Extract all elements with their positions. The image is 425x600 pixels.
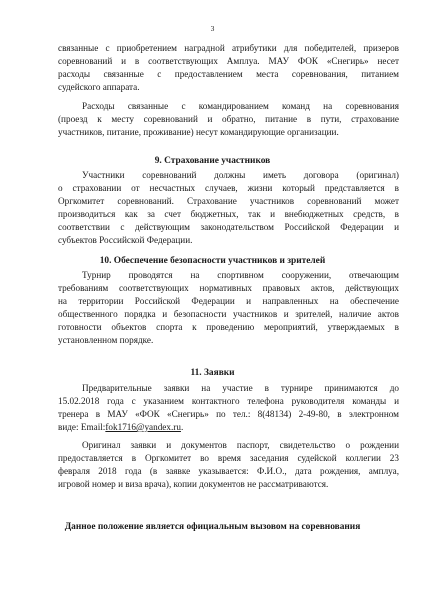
text-line: соревнований и в соответствующих Амплуа. МАУ ФОК «Снегирь» несет bbox=[58, 56, 399, 66]
text-line: Оригинал заявки и документов паспорт, свидетельство о рождении bbox=[82, 440, 399, 450]
text-line: Участники соревнований должны иметь договора (оригинал) bbox=[82, 170, 399, 180]
section-9-heading: 9. Страхование участников bbox=[154, 156, 271, 166]
email-label: виде: Email: bbox=[58, 422, 106, 432]
text-line: (проезд к месту соревнований и обратно, питание в пути, страхование bbox=[58, 114, 399, 124]
section-10-heading: 10. Обеспечение безопасности участников и зрителей bbox=[99, 256, 326, 266]
text-line: судейского аппарата. bbox=[58, 82, 140, 92]
page-number: 3 bbox=[210, 24, 215, 33]
text-line: игровой номер и виза врача), копии документов не рассматриваются. bbox=[58, 479, 329, 489]
text-line bbox=[58, 422, 183, 433]
text-line: Оргкомитет соревнований. Страхование участников соревнований может bbox=[58, 196, 399, 206]
section-11-heading: 11. Заявки bbox=[190, 368, 235, 378]
text-line: установленном порядке. bbox=[58, 335, 154, 345]
text-line: Предварительные заявки на участие в турнире принимаются до bbox=[82, 383, 399, 393]
email-link[interactable]: fok1716@yandex.ru bbox=[105, 422, 181, 432]
text-line: готовности объектов спорта к проведению мероприятий, утверждаемых в bbox=[58, 322, 399, 332]
text-line: февраля 2018 года (в заявке указывается: Ф.И.О., дата рождения, амплуа, bbox=[58, 466, 399, 476]
text-line: Расходы связанные с командированием команд на соревнования bbox=[82, 101, 399, 111]
text-line: предоставляется в Оргкомитет во время заседания судейской коллегии 23 bbox=[58, 453, 399, 463]
closing-statement: Данное положение является официальным вызовом на соревнования bbox=[64, 522, 361, 532]
text-line: тренера в МАУ «ФОК «Снегирь» по тел.: 8(48134) 2-49-80, в электронном bbox=[58, 409, 399, 419]
text-line: участников, питание, проживание) несут командирующие организации. bbox=[58, 127, 339, 137]
text-line: субъектов Российской Федерации. bbox=[58, 235, 193, 245]
text-line: производиться как за счет бюджетных, так и внебюджетных средств, в bbox=[58, 209, 399, 219]
text-line: о страховании от несчастных случаев, жизни который представляется в bbox=[58, 183, 399, 193]
text-line: связанные с приобретением наградной атрибутики для победителей, призеров bbox=[58, 43, 399, 53]
text-line: требованиям соответствующих нормативных правовых актов, действующих bbox=[58, 283, 399, 293]
text-line: 15.02.2018 года с указанием контактного телефона руководителя команды и bbox=[58, 396, 399, 406]
text-line: соответствии с действующим законодательством Российской Федерации и bbox=[58, 222, 399, 232]
text-line: общественного порядка и безопасности участников и зрителей, наличие актов bbox=[58, 309, 399, 319]
email-suffix: . bbox=[180, 422, 184, 432]
text-line: Турнир проводятся на спортивном сооружении, отвечающим bbox=[82, 270, 399, 280]
text-line: расходы связанные с предоставлением места соревнования, питанием bbox=[58, 69, 399, 79]
text-line: на территории Российской Федерации и направленных на обеспечение bbox=[58, 296, 399, 306]
